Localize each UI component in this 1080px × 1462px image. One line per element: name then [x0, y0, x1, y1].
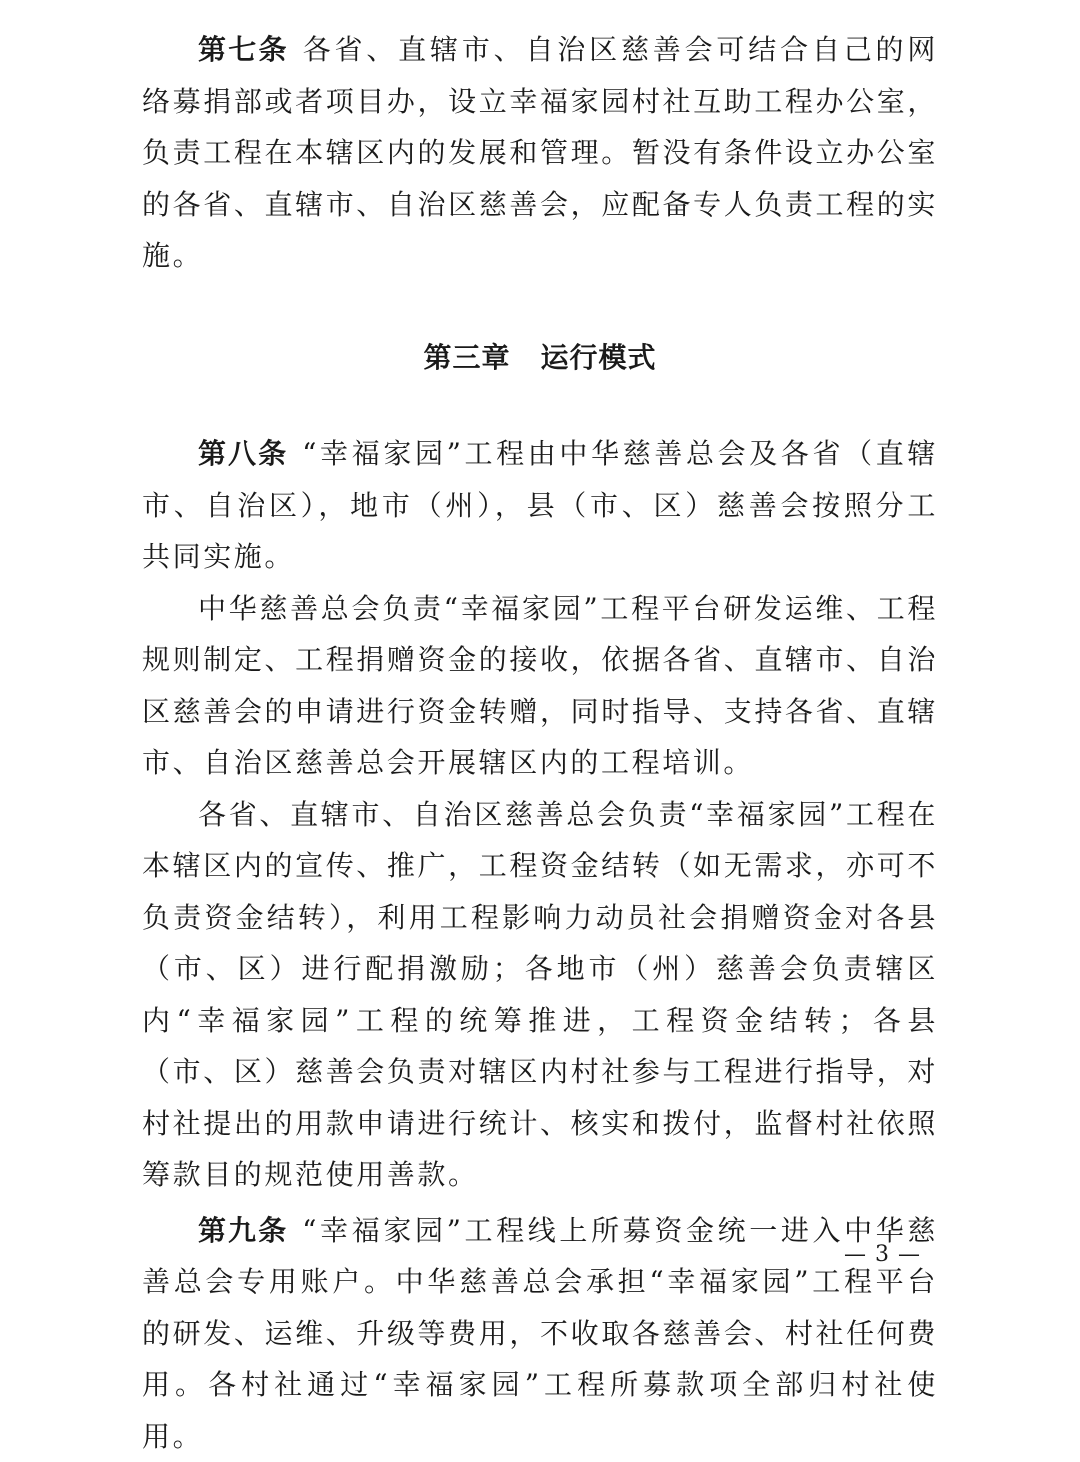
article-7-label: 第七条 [198, 33, 289, 66]
chapter-number: 第三章 [423, 341, 510, 374]
article-8-paragraph-2: 中华慈善总会负责“幸福家园”工程平台研发运维、工程规则制定、工程捐赠资金的接收，依据各省、直辖市、自治区慈善会的申请进行资金转赠，同时指导、支持各省、直辖市、自治区慈善总会开展辖区内的工程培训。 [142, 583, 938, 789]
article-7-paragraph [142, 24, 938, 282]
article-9-label: 第九条 [198, 1214, 288, 1247]
document-body [142, 24, 938, 1462]
chapter-title: 运行模式 [541, 341, 657, 374]
article-8-paragraph [142, 428, 938, 583]
article-9-paragraph [142, 1205, 938, 1462]
article-8-text: “幸福家园”工程由中华慈善总会及各省（直辖市、自治区），地市（州），县（市、区）慈善会按照分工共同实施。 [142, 437, 938, 573]
article-9-text: “幸福家园”工程线上所募资金统一进入中华慈善总会专用账户。中华慈善总会承担“幸福家园”工程平台的研发、运维、升级等费用，不收取各慈善会、村社任何费用。各村社通过“幸福家园”工程所募款项全部归村社使用。 [142, 1214, 938, 1453]
article-8-label: 第八条 [198, 437, 288, 470]
chapter-heading [142, 332, 938, 384]
article-8-paragraph-3: 各省、直辖市、自治区慈善总会负责“幸福家园”工程在本辖区内的宣传、推广，工程资金结转（如无需求，亦可不负责资金结转），利用工程影响力动员社会捐赠资金对各县（市、区）进行配捐激励；各地市（州）慈善会负责辖区内“幸福家园”工程的统筹推进，工程资金结转；各县（市、区）慈善会负责对辖区内村社参与工程进行指导，对村社提出的用款申请进行统计、核实和拨付，监督村社依照筹款目的规范使用善款。 [142, 789, 938, 1201]
page-number: — 3 — [844, 1240, 921, 1270]
article-7-text: 各省、直辖市、自治区慈善会可结合自己的网络募捐部或者项目办，设立幸福家园村社互助工程办公室，负责工程在本辖区内的发展和管理。暂没有条件设立办公室的各省、直辖市、自治区慈善会，应配备专人负责工程的实施。 [142, 33, 938, 272]
